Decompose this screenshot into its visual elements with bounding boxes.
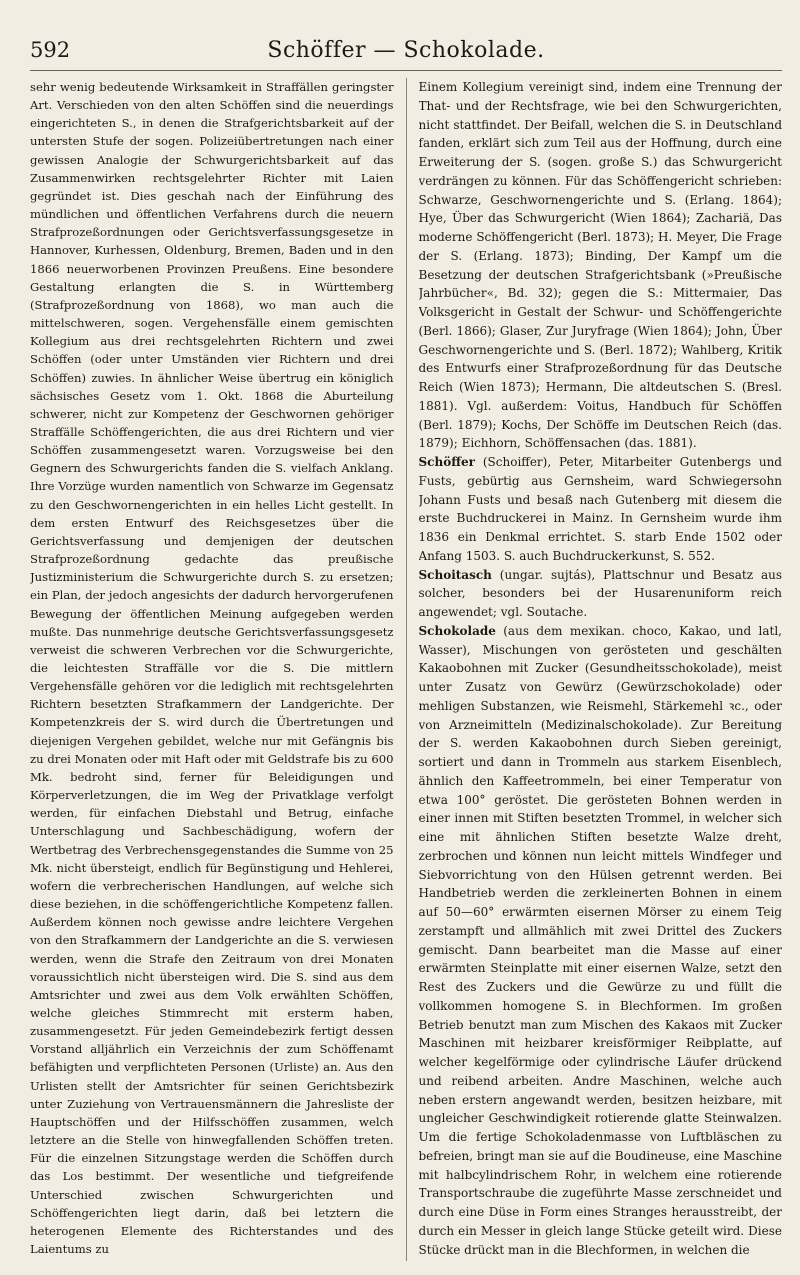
entry-schoeffer [419,453,783,566]
running-head: Schöffer — Schokolade. [267,38,545,63]
continuation-paragraph: Einem Kollegium vereinigt sind, indem eine Trennung der That- und der Rechtsfrage, wie bei den Schwurgerichten, nicht stattfindet. Der Beifall, welchen die S. in Deutschland fanden, erklärt sich zum Teil aus der Hoffnung, durch eine Erweiterung der S. (sogen. große S.) das Schwurgericht verdrängen zu können. Für das Schöffengericht schrieben: Schwarze, Geschwornengerichte und S. (Erlang. 1864); Hye, Über das Schwurgericht (Wien 1864); Zachariä, Das moderne Schöffengericht (Berl. 1873); H. Meyer, Die Frage der S. (Erlang. 1873); Binding, Der Kampf um die Besetzung der deutschen Strafgerichtsbank (»Preußische Jahrbücher«, Bd. 32); gegen die S.: Mittermaier, Das Volksgericht in Gestalt der Schwur- und Schöffengerichte (Berl. 1866); Glaser, Zur Juryfrage (Wien 1864); John, Über Geschwornengerichte und S. (Berl. 1872); Wahlberg, Kritik des Entwurfs einer Strafprozeßordnung für das Deutsche Reich (Wien 1873); Hermann, Die altdeutschen S. (Bresl. 1881). Vgl. außerdem: Voitus, Handbuch für Schöffen (Berl. 1879); Kochs, Der Schöffe im Deutschen Reich (das. 1879); Eichhorn, Schöffensachen (das. 1881). [418,80,782,451]
left-column [30,78,394,1261]
body-paragraph: sehr wenig bedeutende Wirksamkeit in Straffällen geringster Art. Verschieden von den alten Schöffen sind die neuerdings eingerichteten S., in denen die Strafgerichtsbarkeit auf der untersten Stufe der sogen. Polizeiübertretungen nach einer gewissen Analogie der Schwurgerichtsbarkeit auf das Zusammenwirken rechtsgelehrter Richter mit Laien gegründet ist. Dies geschah nach der Einführung des mündlichen und öffentlichen Verfahrens durch die neuern Strafprozeßordnungen oder Gerichtsverfassungsgesetze in Hannover, Kurhessen, Oldenburg, Bremen, Baden und in den 1866 neuerworbenen Provinzen Preußens. Eine besondere Gestaltung erlangten die S. in Württemberg (Strafprozeßordnung von 1868), wo man auch die mittelschweren, sogen. Vergehensfälle einem gemischten Kollegium aus drei rechtsgelehrten Richtern und zwei Schöffen (oder unter Umständen vier Richtern und drei Schöffen) zuwies. In ähnlicher Weise übertrug ein königlich sächsisches Gesetz vom 1. Okt. 1868 die Aburteilung schwerer, nicht zur Kompetenz der Geschwornen gehöriger Straffälle Schöffengerichten, die aus drei Richtern und vier Schöffen zusammengesetzt waren. Vorzugsweise bei den Gegnern des Schwurgerichts fanden die S. vielfach Anklang. Ihre Vorzüge wurden namentlich von Schwarze im Gegensatz zu den Geschwornengerichten in ein helles Licht gestellt. In dem ersten Entwurf des Reichsgesetzes über die Gerichtsverfassung und demjenigen der deutschen Strafprozeßordnung gedachte das preußische Justizministerium die Schwurgerichte durch S. zu ersetzen; ein Plan, der jedoch angesichts der dadurch hervorgerufenen Bewegung der öffentlichen Meinung aufgegeben werden mußte. Das nunmehrige deutsche Gerichtsverfassungsgesetz verweist die schweren Verbrechen vor die Schwurgerichte, die leichtesten Straffälle vor die S. Die mittlern Vergehensfälle gehören vor die lediglich mit rechtsgelehrten Richtern besetzten Strafkammern der Landgerichte. Der Kompetenzkreis der S. wird durch die Übertretungen und diejenigen Vergehen gebildet, welche nur mit Gefängnis bis zu drei Monaten oder mit Haft oder mit Geldstrafe bis zu 600 Mk. bedroht sind, ferner für Beleidigungen und Körperverletzungen, die im Weg der Privatklage verfolgt werden, für einfachen Diebstahl und Betrug, einfache Unterschlagung und Sachbeschädigung, wofern der Wertbetrag des Verbrechensgegenstandes die Summe von 25 Mk. nicht übersteigt, endlich für Begünstigung und Hehlerei, wofern die verbrecherischen Handlungen, auf welche sich diese beziehen, in die schöffengerichtliche Kompetenz fallen. Außerdem können noch gewisse andre leichtere Vergehen von den Strafkammern der Landgerichte an die S. verwiesen werden, wenn die Strafe den Zeitraum von drei Monaten voraussichtlich nicht übersteigen wird. Die S. sind aus dem Amtsrichter und zwei aus dem Volk erwählten Schöffen, welche gleiches Stimmrecht mit ersterm haben, zusammengesetzt. Für jeden Gemeindebezirk fertigt dessen Vorstand alljährlich ein Verzeichnis der zum Schöffenamt befähigten und verpflichteten Personen (Urliste) an. Aus den Urlisten stellt der Amtsrichter für seinen Gerichtsbezirk unter Zuziehung von Vertrauensmännern die Jahresliste der Hauptschöffen und der Hilfsschöffen zusammen, welch letztere an die Stelle von hinwegfallenden Schöffen treten. Für die einzelnen Sitzungstage werden die Schöffen durch das Los bestimmt. Der wesentliche und tiefgreifende Unterschied zwischen Schwurgerichten und Schöffengerichten liegt darin, daß bei letztern die heterogenen Elemente des Richterstandes und des Laientums zu [30,80,394,1256]
entry-text: (aus dem mexikan. choco, Kakao, und latl, Wasser), Mischungen von gerösteten und geschälten Kakaobohnen mit Zucker (Gesundheitsschokolade), meist unter Zusatz von Gewürz (Gewürzschokolade) oder mehligen Substanzen, wie Reismehl, Stärkemehl ꝛc., oder von Arzneimitteln (Medizinalschokolade). Zur Bereitung der S. werden Kakaobohnen durch Sieben gereinigt, sortiert und dann in Trommeln aus starkem Eisenblech, ähnlich den Kaffeetrommeln, bei einer Temperatur von etwa 100° geröstet. Die gerösteten Bohnen werden in einer innen mit Stiften besetzten Trommel, in welcher sich eine mit ähnlichen Stiften besetzte Walze dreht, zerbrochen und können nun leicht mittels Windfeger und Siebvorrichtung von den Hülsen getrennt werden. Bei Handbetrieb werden die zerkleinerten Bohnen in einem auf 50—60° erwärmten eisernen Mörser zu einem Teig zerstampft und allmählich mit zwei Drittel des Zuckers gemischt. Dann bearbeitet man die Masse auf einer erwärmten Steinplatte mit einer eisernen Walze, setzt den Rest des Zuckers und die Gewürze zu und füllt die vollkommen homogene S. in Blechformen. Im großen Betrieb benutzt man zum Mischen des Kakaos mit Zucker Maschinen mit heizbarer kreisförmiger Reibplatte, auf welcher kegelförmige oder cylindrische Läufer drückend und reibend arbeiten. Andre Maschinen, welche auch neben erstern angewandt werden, besitzen heizbare, mit ungleicher Geschwindigkeit rotierende glatte Steinwalzen. Um die fertige Schokoladenmasse von Luftbläschen zu befreien, bringt man sie auf die Boudineuse, eine Maschine mit halbcylindrischem Rohr, in welchem eine rotierende Transportschraube die zugeführte Masse zerschneidet und durch eine Düse in Form eines Stranges herausstreibt, der durch ein Messer in gleich lange Stücke geteilt wird. Diese Stücke drückt man in die Blechformen, in welchen die [418,623,782,1257]
page-header [30,38,782,68]
headword: Schöffer [418,455,476,469]
right-column [419,78,783,1261]
column-divider [406,78,407,1261]
entry-text: (ungar. sujtás), Plattschnur und Besatz aus solcher, besonders bei der Husarenuniform reich angewendet; vgl. Soutache. [418,567,782,619]
header-rule [30,70,782,71]
page-number: 592 [30,38,71,62]
entry-schoitasch [419,566,783,622]
headword: Schoitasch [418,567,492,582]
text-columns [30,78,782,1261]
headword: Schokolade [418,623,496,638]
entry-schokolade [419,622,783,1260]
entry-text: (Schoiffer), Peter, Mitarbeiter Gutenbergs und Fusts, gebürtig aus Gernsheim, ward Schwiegersohn Johann Fusts und besaß nach Gutenberg mit diesem die erste Buchdruckerei in Mainz. In Gernsheim wurde ihm 1836 ein Denkmal errichtet. S. starb Ende 1502 oder Anfang 1503. S. auch Buchdruckerkunst, S. 552. [418,455,782,563]
